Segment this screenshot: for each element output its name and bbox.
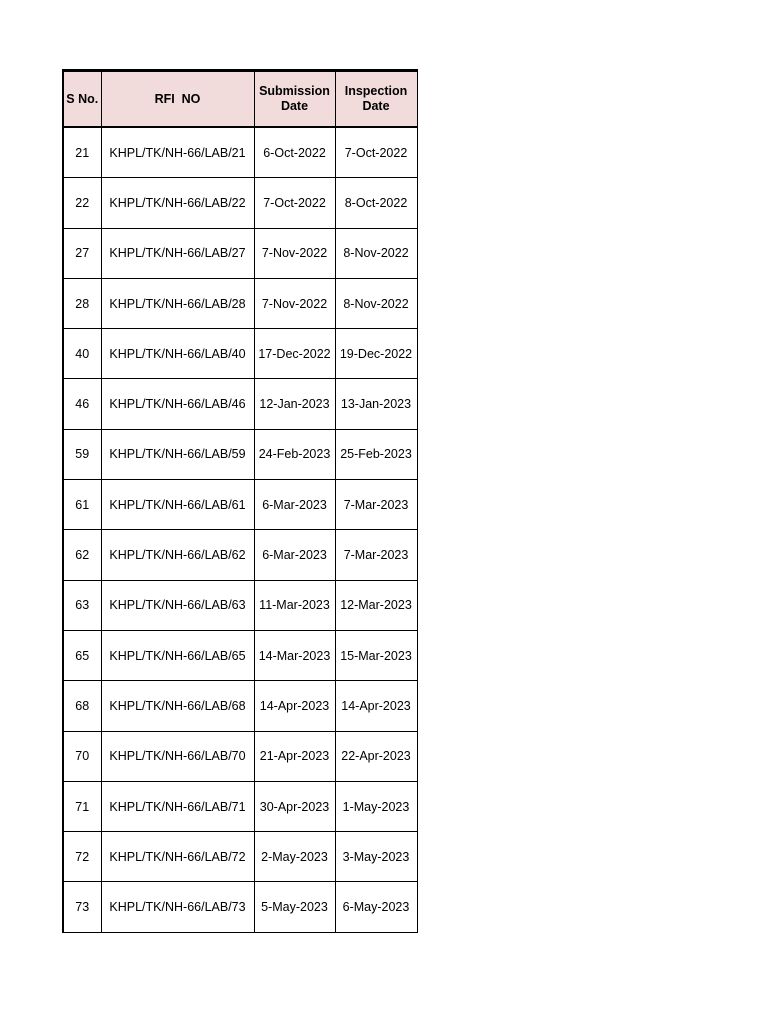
cell-inspection-date: 7-Oct-2022 bbox=[335, 127, 417, 178]
cell-submission-date: 24-Feb-2023 bbox=[254, 429, 335, 479]
cell-s-no: 59 bbox=[63, 429, 101, 479]
header-s-no bbox=[63, 71, 101, 128]
cell-s-no: 72 bbox=[63, 832, 101, 882]
cell-inspection-date: 13-Jan-2023 bbox=[335, 379, 417, 429]
header-inspection-line2: Date bbox=[362, 99, 390, 113]
cell-rfi-no: KHPL/TK/NH-66/LAB/40 bbox=[101, 329, 254, 379]
cell-rfi-no: KHPL/TK/NH-66/LAB/21 bbox=[101, 127, 254, 178]
header-rfi-no bbox=[101, 71, 254, 128]
cell-s-no: 22 bbox=[63, 178, 101, 228]
cell-rfi-no: KHPL/TK/NH-66/LAB/70 bbox=[101, 731, 254, 781]
table-row bbox=[63, 278, 417, 328]
cell-inspection-date: 8-Nov-2022 bbox=[335, 228, 417, 278]
cell-submission-date: 14-Apr-2023 bbox=[254, 681, 335, 731]
header-inspection-date bbox=[335, 71, 417, 128]
cell-s-no: 73 bbox=[63, 882, 101, 932]
cell-s-no: 63 bbox=[63, 580, 101, 630]
table-row bbox=[63, 228, 417, 278]
cell-rfi-no: KHPL/TK/NH-66/LAB/28 bbox=[101, 278, 254, 328]
table-row bbox=[63, 630, 417, 680]
table-row bbox=[63, 731, 417, 781]
cell-inspection-date: 6-May-2023 bbox=[335, 882, 417, 932]
cell-rfi-no: KHPL/TK/NH-66/LAB/65 bbox=[101, 630, 254, 680]
cell-submission-date: 17-Dec-2022 bbox=[254, 329, 335, 379]
table-row bbox=[63, 379, 417, 429]
cell-inspection-date: 14-Apr-2023 bbox=[335, 681, 417, 731]
table-row bbox=[63, 127, 417, 178]
cell-submission-date: 6-Mar-2023 bbox=[254, 530, 335, 580]
header-rfi-no-label: RFI NO bbox=[154, 91, 201, 106]
table-row bbox=[63, 429, 417, 479]
cell-rfi-no: KHPL/TK/NH-66/LAB/61 bbox=[101, 480, 254, 530]
cell-s-no: 40 bbox=[63, 329, 101, 379]
cell-submission-date: 11-Mar-2023 bbox=[254, 580, 335, 630]
cell-s-no: 62 bbox=[63, 530, 101, 580]
cell-submission-date: 7-Nov-2022 bbox=[254, 228, 335, 278]
cell-inspection-date: 8-Nov-2022 bbox=[335, 278, 417, 328]
rfi-table bbox=[62, 69, 418, 933]
header-row bbox=[63, 71, 417, 128]
cell-inspection-date: 8-Oct-2022 bbox=[335, 178, 417, 228]
cell-submission-date: 6-Mar-2023 bbox=[254, 480, 335, 530]
cell-rfi-no: KHPL/TK/NH-66/LAB/46 bbox=[101, 379, 254, 429]
table-row bbox=[63, 781, 417, 831]
cell-s-no: 21 bbox=[63, 127, 101, 178]
table-row bbox=[63, 882, 417, 932]
cell-s-no: 65 bbox=[63, 630, 101, 680]
cell-s-no: 28 bbox=[63, 278, 101, 328]
cell-rfi-no: KHPL/TK/NH-66/LAB/73 bbox=[101, 882, 254, 932]
cell-inspection-date: 1-May-2023 bbox=[335, 781, 417, 831]
table-row bbox=[63, 681, 417, 731]
cell-rfi-no: KHPL/TK/NH-66/LAB/72 bbox=[101, 832, 254, 882]
table-row bbox=[63, 832, 417, 882]
cell-rfi-no: KHPL/TK/NH-66/LAB/63 bbox=[101, 580, 254, 630]
cell-rfi-no: KHPL/TK/NH-66/LAB/59 bbox=[101, 429, 254, 479]
cell-s-no: 27 bbox=[63, 228, 101, 278]
cell-submission-date: 21-Apr-2023 bbox=[254, 731, 335, 781]
table-row bbox=[63, 580, 417, 630]
cell-rfi-no: KHPL/TK/NH-66/LAB/71 bbox=[101, 781, 254, 831]
cell-inspection-date: 3-May-2023 bbox=[335, 832, 417, 882]
header-inspection-line1: Inspection bbox=[344, 84, 408, 98]
cell-submission-date: 2-May-2023 bbox=[254, 832, 335, 882]
cell-submission-date: 14-Mar-2023 bbox=[254, 630, 335, 680]
cell-submission-date: 6-Oct-2022 bbox=[254, 127, 335, 178]
cell-inspection-date: 22-Apr-2023 bbox=[335, 731, 417, 781]
table-row bbox=[63, 480, 417, 530]
table-body bbox=[63, 127, 417, 932]
cell-s-no: 71 bbox=[63, 781, 101, 831]
cell-inspection-date: 7-Mar-2023 bbox=[335, 530, 417, 580]
cell-rfi-no: KHPL/TK/NH-66/LAB/22 bbox=[101, 178, 254, 228]
header-submission-date bbox=[254, 71, 335, 128]
cell-rfi-no: KHPL/TK/NH-66/LAB/62 bbox=[101, 530, 254, 580]
table-row bbox=[63, 178, 417, 228]
cell-inspection-date: 12-Mar-2023 bbox=[335, 580, 417, 630]
header-submission-line1: Submission bbox=[259, 84, 330, 98]
cell-submission-date: 7-Nov-2022 bbox=[254, 278, 335, 328]
table-header bbox=[63, 71, 417, 128]
cell-rfi-no: KHPL/TK/NH-66/LAB/68 bbox=[101, 681, 254, 731]
table-row bbox=[63, 530, 417, 580]
cell-submission-date: 7-Oct-2022 bbox=[254, 178, 335, 228]
cell-rfi-no: KHPL/TK/NH-66/LAB/27 bbox=[101, 228, 254, 278]
cell-submission-date: 12-Jan-2023 bbox=[254, 379, 335, 429]
cell-inspection-date: 7-Mar-2023 bbox=[335, 480, 417, 530]
cell-s-no: 46 bbox=[63, 379, 101, 429]
cell-s-no: 61 bbox=[63, 480, 101, 530]
cell-inspection-date: 19-Dec-2022 bbox=[335, 329, 417, 379]
cell-submission-date: 30-Apr-2023 bbox=[254, 781, 335, 831]
cell-s-no: 70 bbox=[63, 731, 101, 781]
cell-inspection-date: 15-Mar-2023 bbox=[335, 630, 417, 680]
header-submission-line2: Date bbox=[280, 99, 309, 113]
header-s-no-label: S No. bbox=[66, 91, 99, 106]
cell-s-no: 68 bbox=[63, 681, 101, 731]
document-sheet bbox=[62, 69, 418, 933]
cell-submission-date: 5-May-2023 bbox=[254, 882, 335, 932]
table-row bbox=[63, 329, 417, 379]
cell-inspection-date: 25-Feb-2023 bbox=[335, 429, 417, 479]
